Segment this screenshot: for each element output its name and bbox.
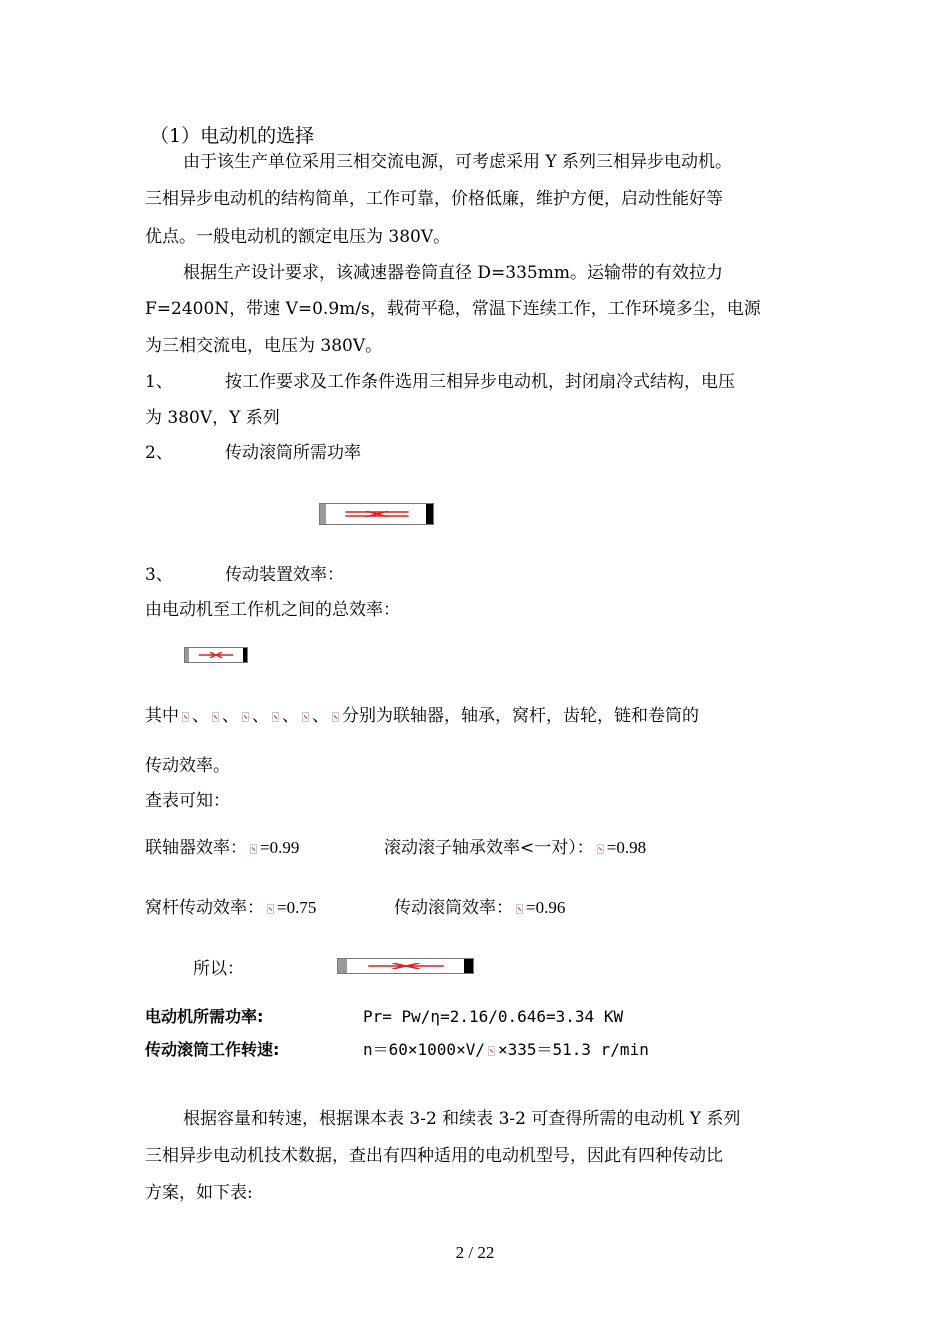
list-item-1-cont: 为 380V，Y 系列 [145,408,280,428]
list-number: 2、 [145,443,173,463]
so-label: 所以： [193,959,244,979]
eta-symbol-icon [182,712,189,722]
eta-symbol-icon [250,844,257,854]
formula-image-total-efficiency [184,647,248,663]
separator: 、 [252,706,269,726]
paragraph-line: F=2400N，带速 V=0.9m/s，载荷平稳，常温下连续工作，工作环境多尘，电源 [145,299,761,319]
list-text: 按工作要求及工作条件选用三相异步电动机，封闭扇冷式结构，电压 [225,372,735,392]
separator: 、 [222,706,239,726]
bearing-efficiency-value: =0.98 [606,838,647,857]
paragraph-line: 方案，如下表: [145,1183,253,1203]
efficiency-row-2 [145,896,316,920]
paragraph-line: 传动效率。 [145,756,230,776]
drum-efficiency-value: =0.96 [526,898,566,917]
pi-symbol-icon [488,1046,495,1056]
paragraph-line: 由于该生产单位采用三相交流电源，可考虑采用 Y 系列三相异步电动机。 [183,152,733,172]
speed-formula-part: n＝60×1000×V/ [363,1040,485,1059]
required-power-formula: Pr= Pw/η=2.16/0.646=3.34 KW [363,1007,624,1026]
coupling-efficiency-label: 联轴器效率： [145,838,247,858]
where-prefix: 其中 [145,706,179,726]
coupling-efficiency-value: =0.99 [260,838,300,857]
list-item-3 [145,563,344,587]
page-number: 2 / 22 [455,1243,495,1262]
eta-symbol-icon [516,904,523,914]
broken-image-icon [343,511,411,517]
eta-symbol-icon [272,712,279,722]
separator: 、 [312,706,329,726]
separator: 、 [192,706,209,726]
worm-efficiency-value: =0.75 [277,898,317,917]
list-item-1 [145,370,735,394]
section-title: （1）电动机的选择 [150,125,315,147]
paragraph-line: 为三相交流电，电压为 380V。 [145,336,383,356]
paragraph-line: 由电动机至工作机之间的总效率： [145,600,400,620]
efficiency-row-2b [394,896,565,920]
bearing-efficiency-label: 滚动滚子轴承效率<一对）： [384,838,594,858]
worm-efficiency-label: 窝杆传动效率： [145,898,264,918]
eta-symbol-icon [267,904,274,914]
paragraph-line: 根据容量和转速，根据课本表 3-2 和续表 3-2 可查得所需的电动机 Y 系列 [183,1109,741,1129]
formula-image-efficiency-product [337,958,474,974]
formula-image-power [319,503,434,525]
eta-symbol-icon [212,712,219,722]
eta-symbol-icon [242,712,249,722]
list-number: 1、 [145,372,173,392]
paragraph-line: 查表可知： [145,791,230,811]
separator: 、 [282,706,299,726]
paragraph-line: 优点。一般电动机的额定电压为 380V。 [145,227,451,247]
eta-symbol-icon [332,712,339,722]
paragraph-line: 根据生产设计要求，该减速器卷筒直径 D=335mm。运输带的有效拉力 [183,263,723,283]
efficiency-row-1 [145,836,299,860]
list-item-2 [145,441,361,465]
efficiency-row-1b [384,836,646,860]
broken-image-icon [365,963,446,969]
drum-speed-label: 传动滚筒工作转速: [145,1040,280,1059]
eta-symbol-icon [597,844,604,854]
list-number: 3、 [145,565,173,585]
paragraph-line: 三相异步电动机技术数据，查出有四种适用的电动机型号，因此有四种传动比 [145,1146,723,1166]
list-text: 传动滚筒所需功率 [225,443,361,463]
list-text: 传动装置效率： [225,565,344,585]
speed-formula-part: ×335＝51.3 r/min [497,1040,649,1059]
paragraph-line: 三相异步电动机的结构简单，工作可靠，价格低廉，维护方便，启动性能好等 [145,189,723,209]
drum-speed-formula [363,1038,649,1062]
eta-symbol-icon [302,712,309,722]
broken-image-icon [197,652,234,658]
where-suffix: 分别为联轴器，轴承，窝杆，齿轮，链和卷筒的 [342,706,699,726]
drum-efficiency-label: 传动滚筒效率： [394,898,513,918]
required-power-label: 电动机所需功率: [145,1007,264,1026]
efficiency-symbols-line [145,704,699,728]
